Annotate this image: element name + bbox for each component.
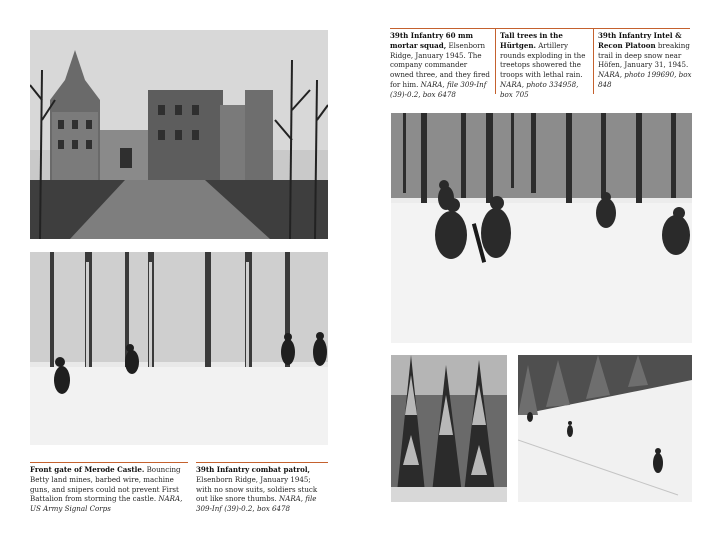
caption-divider-2	[593, 28, 594, 94]
caption-body: Bouncing Betty land mines, barbed wire, machine guns, and snipers could not prevent First Battalion from storming the castle.	[30, 465, 181, 504]
caption-rule-patrol	[196, 462, 328, 463]
caption-combat-patrol	[196, 465, 328, 514]
caption-title: Tall trees in the Hürtgen.	[500, 31, 563, 50]
caption-divider-1	[495, 28, 496, 94]
photo-combat-patrol	[30, 252, 328, 445]
caption-body: Elsenborn Ridge, January 1945. The company commander owned three, and they fired for him.	[390, 40, 490, 89]
photo-recon-platoon	[518, 355, 692, 502]
caption-title: 39th Infantry combat patrol,	[196, 465, 310, 474]
caption-merode-castle	[30, 465, 188, 514]
caption-rule-castle	[30, 462, 188, 463]
caption-hurtgen-trees	[500, 31, 590, 99]
caption-title: 39th Infantry 60 mm mortar squad,	[390, 31, 474, 50]
caption-source: NARA, photo 199690, box 848	[598, 70, 692, 89]
caption-mortar-squad	[390, 31, 491, 99]
photo-merode-castle	[30, 30, 328, 239]
caption-intel-recon	[598, 31, 692, 90]
caption-source: NARA, photo 334958, box 705	[500, 79, 579, 99]
caption-source: NARA, US Army Signal Corps	[30, 494, 183, 514]
photo-mortar-squad	[391, 113, 692, 343]
caption-source: NARA, file 309-Inf (39)-0.2, box 6478	[390, 79, 487, 99]
caption-title: Front gate of Merode Castle.	[30, 465, 145, 474]
caption-body: Artillery rounds exploding in the treetops showered the troops with lethal rain.	[500, 40, 586, 80]
caption-title: 39th Infantry Intel & Recon Platoon	[598, 31, 682, 50]
photo-tall-trees	[391, 355, 507, 502]
caption-body: breaking trail in deep snow near Höfen, January 31, 1945.	[598, 40, 690, 70]
caption-body: Elsenborn Ridge, January 1945; with no snow suits, soldiers stuck out like snore thumbs.	[196, 474, 318, 504]
caption-rule-top	[390, 28, 690, 29]
caption-source: NARA, file 309-Inf (39)-0.2, box 6478	[196, 494, 317, 514]
